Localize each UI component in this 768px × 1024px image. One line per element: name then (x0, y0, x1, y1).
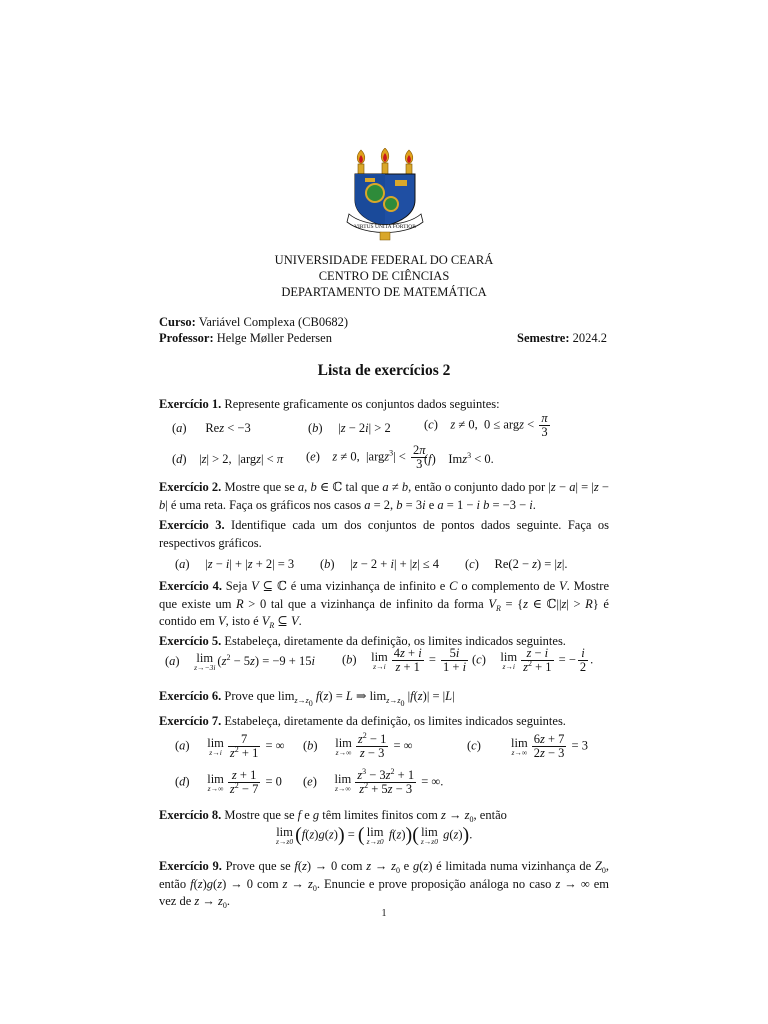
page-title: Lista de exercícios 2 (317, 362, 451, 379)
ex3-item-c: (c) Re(2 − z) = |z|. (465, 557, 568, 571)
exercise-5-text: Estabeleça, diretamente da definição, os limites indicados seguintes. (224, 634, 566, 648)
exercise-7 (159, 713, 609, 731)
course-label: Curso: (159, 315, 196, 329)
center-name: CENTRO DE CIÊNCIAS (318, 269, 450, 283)
university-name: UNIVERSIDADE FEDERAL DO CEARÁ (274, 253, 494, 267)
exercise-4: Exercício 4. Seja V ⊆ ℂ é uma vizinhança de infinito e C o complemento de V. Mostre que existe um R > 0 tal que a vizinhança de infinito da forma $V_R = \{z$ ∈ ℂ||z| > R} é contido em V, isto é $V_R$ ⊆ V. (159, 579, 609, 630)
ex5-item-b: (b) lim z→i $\frac{4z + i}{z + 1}$ = $\frac{5i}{1 + i}$ (342, 646, 467, 674)
exercise-3-label: Exercício 3. (159, 518, 225, 532)
page-number: 1 (381, 908, 387, 919)
ex1-item-a: (a) Rez < −3 (172, 421, 251, 435)
exercise-7-label: Exercício 7. (159, 714, 222, 728)
exercise-1-text: Represente graficamente os conjuntos dados seguintes: (224, 397, 500, 411)
ex5-item-a: (a) lim z→−3i $(z^2 - 5z) = -9 + 15i$ (165, 651, 315, 672)
exercise-4-label: Exercício 4. (159, 579, 222, 593)
ex8-formula: lim z→z0 (f(z)g(z)) = ( lim z→z0 f(z))( lim z→z0 g(z)). (276, 824, 473, 846)
semester-value: 2024.2 (572, 331, 608, 345)
semester-label: Semestre: (517, 331, 570, 345)
exercise-7-text: Estabeleça, diretamente da definição, os limites indicados seguintes. (224, 714, 566, 728)
ex7-item-b: (b) lim z→∞ $\frac{z^2 - 1}{z - 3}$ = ∞ (303, 731, 413, 760)
professor-line (159, 331, 332, 346)
exercise-6: Exercício 6. Prove que $\lim_{z\to z_0} f(z) = L$ ⇒ $\lim_{z\to z_0} |f(z)| = |L|$ (159, 689, 455, 708)
exercise-8: Exercício 8. Mostre que se f e g têm limites finitos com $z \to z_0$, então (159, 808, 507, 824)
professor-value: Helge Møller Pedersen (216, 331, 332, 345)
ex7-item-e: (e) lim z→∞ $\frac{z^3 - 3z^2 + 1}{z^2 + 5z - 3}$ = ∞. (303, 767, 444, 796)
svg-text:VIRTUS UNITA FORTIOR: VIRTUS UNITA FORTIOR (354, 224, 416, 230)
ex1-item-e: (e) z ≠ 0, |argz$^3$| < $\frac{2\pi}{3}$ (306, 443, 426, 471)
semester-line (517, 331, 607, 346)
exercise-9: Exercício 9. Prove que se f(z) → 0 com $z \to z_0$ e g(z) é limitada numa vizinhança de $Z_0$, então f(z)g(z) → 0 com $z \to z_0$. Enuncie e prove proposição análoga no caso z → ∞ em vez de $z \to z_0$. (159, 859, 610, 910)
ex1-item-d: (d) |z| > 2, |argz| < π (172, 452, 284, 466)
exercise-3 (159, 517, 609, 552)
ex7-item-d: (d) lim z→∞ $\frac{z + 1}{z^2 - 7}$ = 0 (175, 768, 282, 796)
ex1-item-f: (f) Imz$^3$ < 0. (424, 451, 494, 466)
university-crest-logo (345, 148, 425, 243)
course-line (159, 315, 348, 330)
ex3-item-a: (a) |z − i| + |z + 2| = 3 (175, 557, 295, 571)
course-value: Variável Complexa (CB0682) (198, 315, 348, 329)
exercise-9-label: Exercício 9. (159, 859, 222, 873)
exercise-8-label: Exercício 8. (159, 808, 222, 822)
ex1-item-c: (c) z ≠ 0, 0 ≤ argz < $\frac{\pi}{3}$ (424, 411, 548, 439)
exercise-2: Exercício 2. Mostre que se a, b ∈ ℂ tal que a ≠ b, então o conjunto dado por |z − a| = |z − b| é uma reta. Faça os gráficos nos casos a = 2, b = 3i e a = 1 − i b = −3 − i. (159, 480, 609, 512)
exercise-2-label: Exercício 2. (159, 480, 222, 494)
department-name: DEPARTAMENTO DE MATEMÁTICA (281, 285, 487, 299)
ex3-item-b: (b) |z − 2 + i| + |z| ≤ 4 (320, 557, 439, 571)
ex7-item-a: (a) lim z→i $\frac{7}{z^2 + 1}$ = ∞ (175, 732, 285, 760)
exercise-3-text: Identifique cada um dos conjuntos de pontos dados seguinte. Faça os respectivos gráficos. (159, 518, 609, 550)
professor-label: Professor: (159, 331, 214, 345)
exercise-1-label: Exercício 1. (159, 397, 222, 411)
exercise-5-label: Exercício 5. (159, 634, 222, 648)
ex7-item-c: (c) lim z→∞ $\frac{6z + 7}{2z - 3}$ = 3 (467, 732, 588, 760)
ex1-item-b: (b) |z − 2i| > 2 (308, 421, 391, 435)
exercise-6-label: Exercício 6. (159, 689, 222, 703)
ex5-item-c: (c) lim z→i $\frac{z - i}{z^2 + 1}$ = − $\frac{i}{2}$ . (472, 646, 594, 674)
